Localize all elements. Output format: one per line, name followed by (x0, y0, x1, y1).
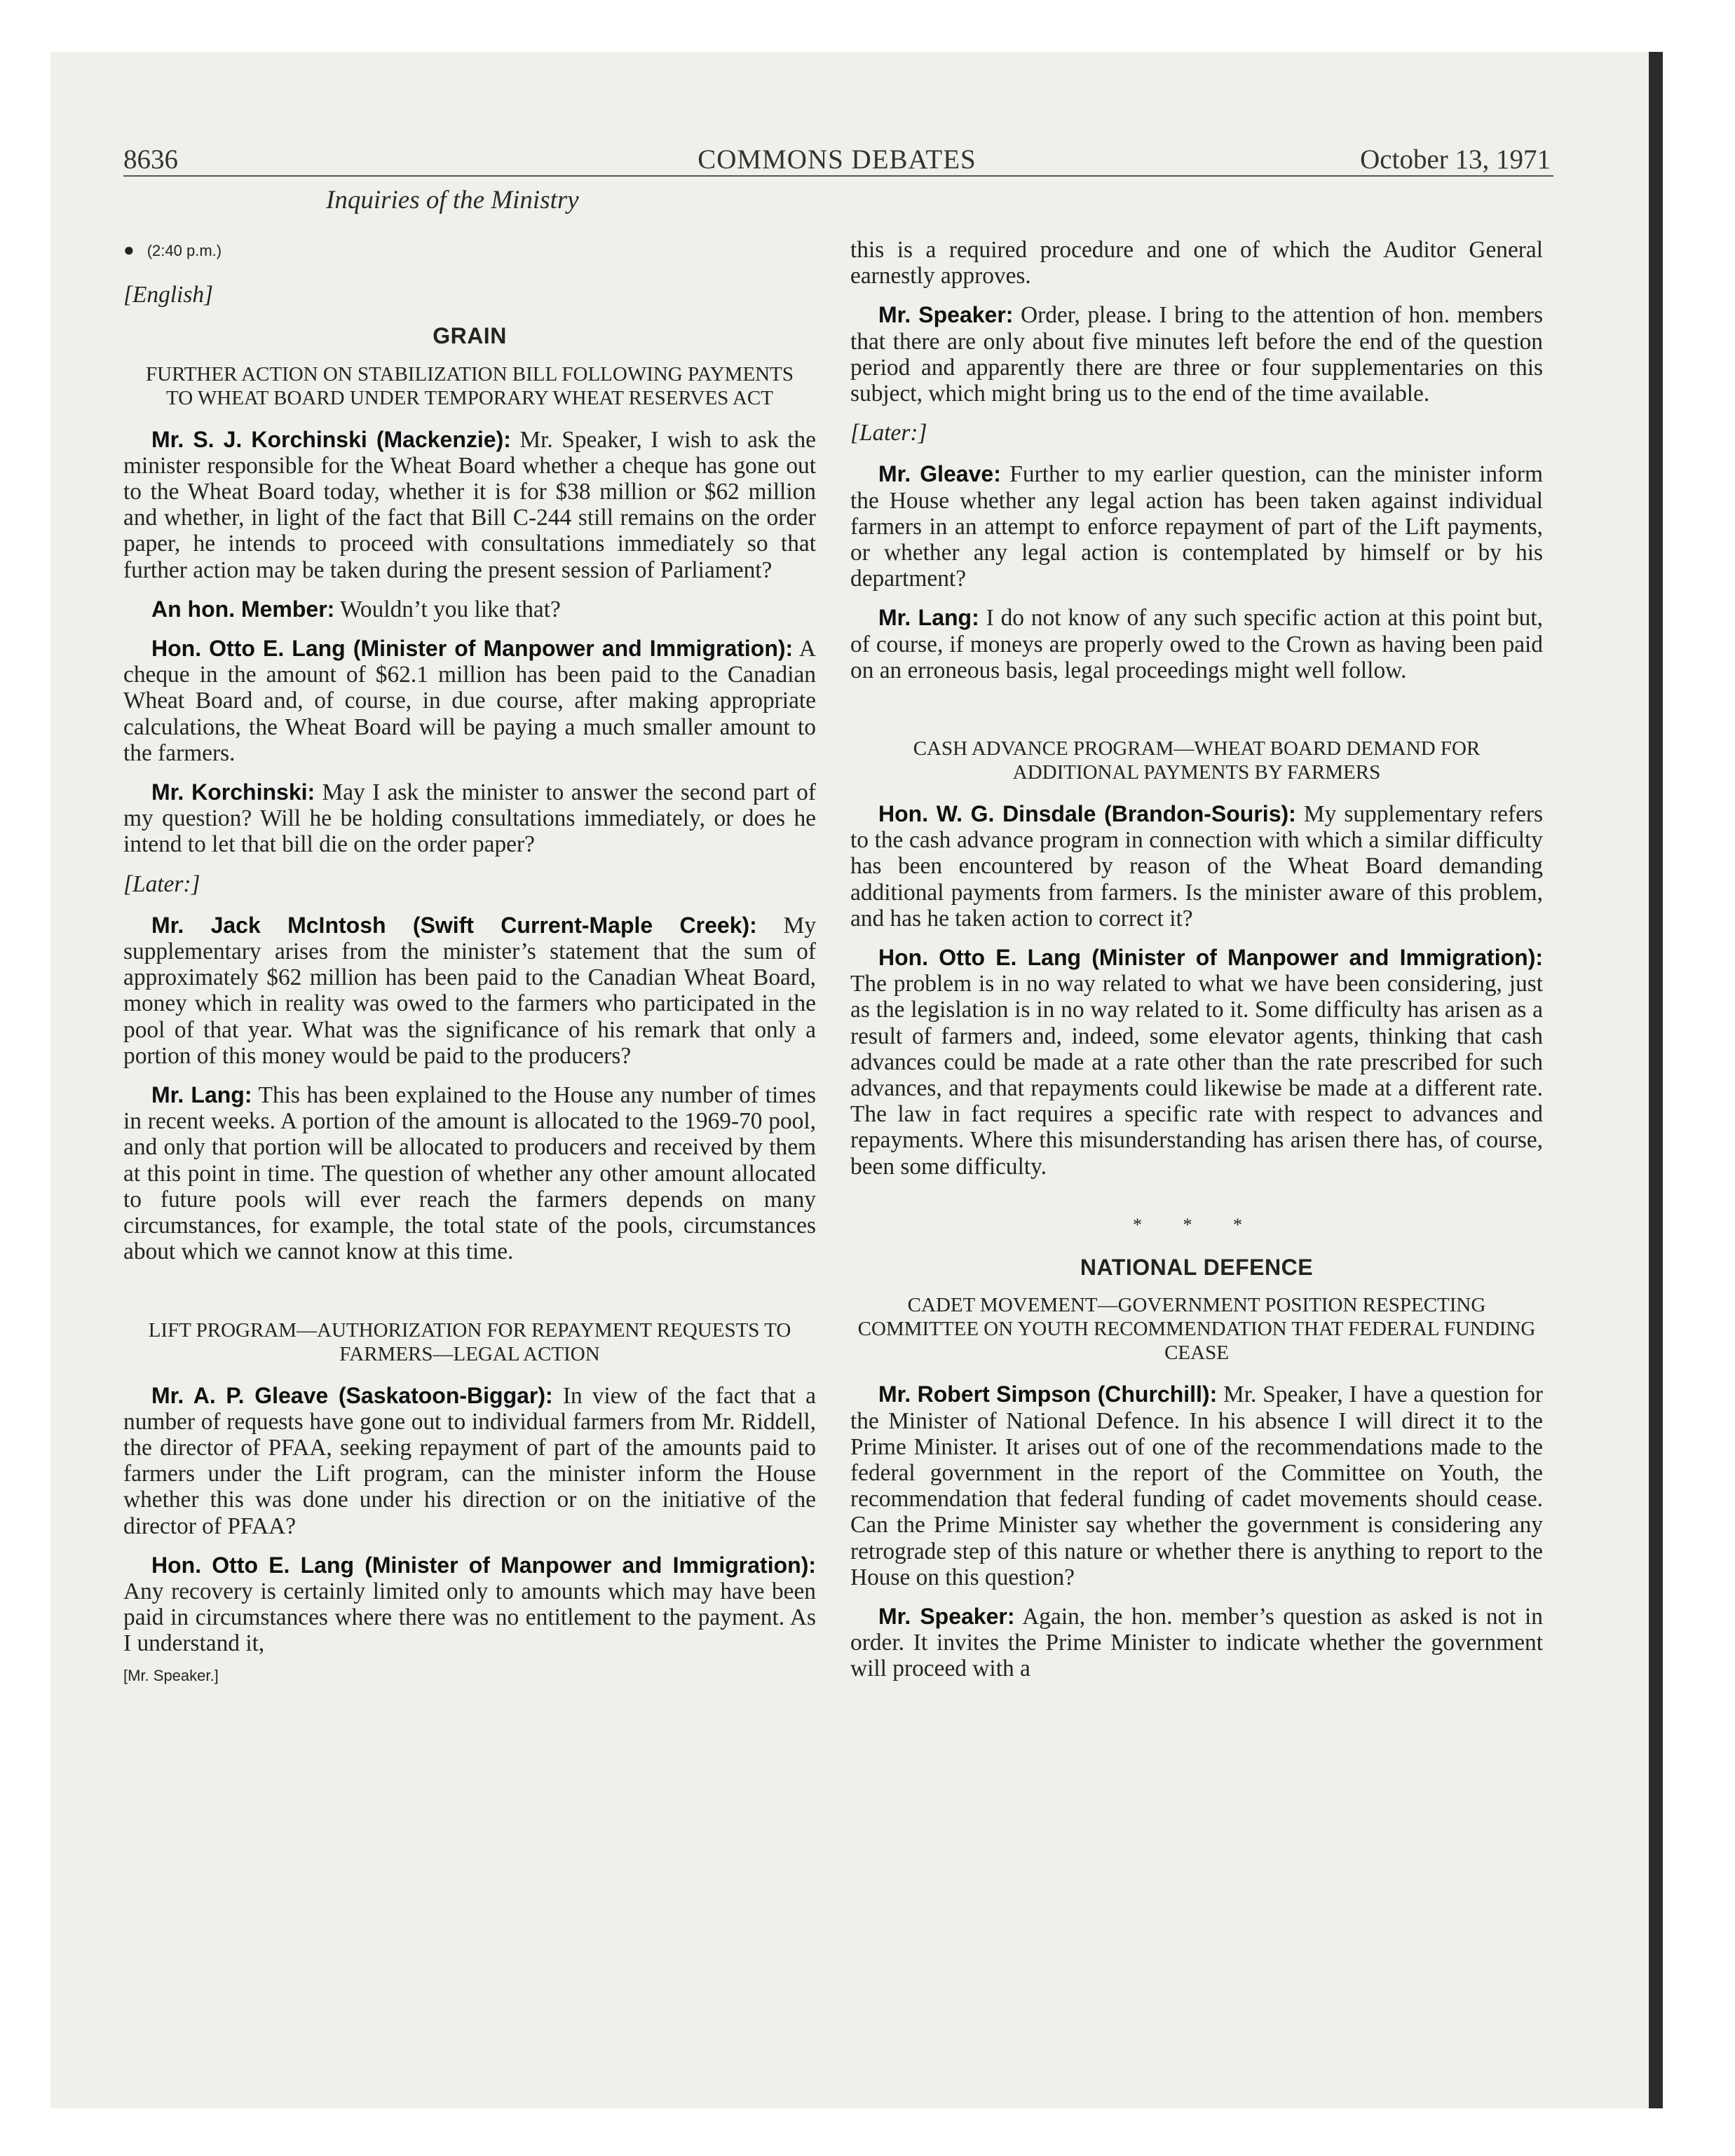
speech-text: Any recovery is certainly limited only to amounts which may have been paid in circumstances where there was no entitlement to the payment. As I understand it, (123, 1578, 816, 1657)
subtopic-heading: CASH ADVANCE PROGRAM—WHEAT BOARD DEMAND FOR ADDITIONAL PAYMENTS BY FARMERS (913, 737, 1481, 784)
speech-paragraph (850, 945, 1543, 1180)
speech-paragraph (123, 427, 816, 583)
speech-text: Order, please. I bring to the attention of hon. members that there are only about five minutes left before the end of the question period and apparently there are three or four supplementaries on this subject, which might bring us to the end of the time available. (850, 302, 1543, 407)
speaker-name: Hon. Otto E. Lang (Minister of Manpower and Immigration): (151, 1552, 816, 1578)
speaker-name: Mr. A. P. Gleave (Saskatoon-Biggar): (151, 1382, 553, 1408)
speech-text: Again, the hon. member’s question as asked is not in order. It invites the Prime Minister to indicate whether the government will proceed with a (850, 1603, 1543, 1682)
speech-paragraph (123, 596, 816, 622)
right-column (850, 237, 1543, 1696)
speaker-name: Mr. Lang: (151, 1082, 252, 1108)
speech-text: this is a required procedure and one of which the Auditor General earnestly approves. (850, 237, 1543, 289)
page-header (123, 143, 1551, 177)
speech-text: May I ask the minister to answer the second part of my question? Will he be holding consultations immediately, or does he intend to let that bill die on the order paper? (123, 779, 816, 858)
speech-paragraph (850, 1604, 1543, 1682)
speech-paragraph (123, 1383, 816, 1539)
speech-text: Wouldn’t you like that? (334, 596, 561, 622)
speech-text: My supplementary refers to the cash advance program in connection with which a similar difficulty has been encountered by reason of the Wheat Board demanding additional payments from farmers. Is the minister aware of this problem, and has he taken action to correct it? (850, 801, 1544, 932)
bullet-icon: ● (123, 239, 135, 260)
speech-text: Further to my earlier question, can the minister inform the House whether any legal action has been taken against individual farmers in an attempt to enforce repayment of part of the Lift payments, or whether any legal action is contemplated by himself or by his department? (850, 461, 1544, 592)
speech-paragraph (850, 605, 1543, 683)
speech-paragraph (123, 1553, 816, 1657)
header-rule (123, 175, 1553, 177)
speech-text: My supplementary arises from the minister’s statement that the sum of approximately $62 million has been paid to the Canadian Wheat Board, money which in reality was owed to the farmers who participated in the pool of that year. What was the significance of his remark that only a portion of this money would be paid to the producers? (123, 912, 817, 1069)
later-tag: [Later:] (123, 871, 200, 897)
speaker-name: Mr. Speaker: (878, 302, 1014, 328)
speech-paragraph (123, 779, 816, 858)
subtopic-heading: FURTHER ACTION ON STABILIZATION BILL FOLLOWING PAYMENTS TO WHEAT BOARD UNDER TEMPORARY WHEAT RESERVES ACT (146, 362, 794, 409)
speech-text: In view of the fact that a number of requests have gone out to individual farmers from Mr. Riddell, the director of PFAA, seeking repayment of part of the amounts paid to farmers under the Lift program, can the minister inform the House whether this was done under his direction or on the initiative of the director of PFAA? (123, 1382, 817, 1539)
speaker-name: Mr. Korchinski: (151, 779, 315, 805)
speech-paragraph (850, 461, 1543, 592)
speech-text: The problem is in no way related to what we have been considering, just as the legislation is in no way related to it. Some difficulty has arisen as a result of farmers and, indeed, some elevator agents, thinking that cash advances could be made at a rate other than the rate prescribed for such advances, and that repayments could likewise be made at a different rate. The law in fact requires a specific rate with respect to advances and repayments. Where this misunderstanding has arisen there has, of course, been some difficulty. (850, 971, 1543, 1180)
speaker-footnote: [Mr. Speaker.] (123, 1666, 219, 1684)
speech-paragraph (850, 801, 1543, 932)
speech-paragraph (850, 237, 1543, 289)
speaker-name: Mr. Jack McIntosh (Swift Current-Maple Creek): (151, 912, 757, 938)
later-tag: [Later:] (850, 420, 927, 446)
topic-heading-national-defence: NATIONAL DEFENCE (1080, 1255, 1314, 1281)
speech-paragraph (850, 1381, 1543, 1590)
speaker-name: Mr. S. J. Korchinski (Mackenzie): (151, 426, 511, 452)
speech-paragraph (123, 636, 816, 766)
speech-paragraph (123, 1082, 816, 1264)
speaker-name: Hon. W. G. Dinsdale (Brandon-Souris): (878, 801, 1296, 827)
subtopic-heading: CADET MOVEMENT—GOVERNMENT POSITION RESPECTING COMMITTEE ON YOUTH RECOMMENDATION THAT FEDERAL FUNDING CEASE (857, 1294, 1536, 1365)
timestamp-text: (2:40 p.m.) (147, 242, 222, 259)
left-column (123, 237, 816, 1688)
page-number: 8636 (123, 144, 178, 175)
journal-title: COMMONS DEBATES (698, 144, 977, 175)
subtopic-heading: LIFT PROGRAM—AUTHORIZATION FOR REPAYMENT REQUESTS TO FARMERS—LEGAL ACTION (148, 1318, 791, 1365)
speaker-name: Hon. Otto E. Lang (Minister of Manpower and Immigration): (151, 636, 794, 662)
section-separator: * * * (1133, 1214, 1260, 1235)
page-edge-shadow (1649, 52, 1663, 2108)
speaker-name: Mr. Speaker: (878, 1603, 1015, 1629)
speaker-name: Mr. Robert Simpson (Churchill): (878, 1381, 1218, 1407)
speaker-name: Hon. Otto E. Lang (Minister of Manpower and Immigration): (878, 945, 1543, 971)
speech-text: This has been explained to the House any number of times in recent weeks. A portion of the amount is allocated to the 1969-70 pool, and only that portion will be allocated to producers and received by them at this point in time. The question of whether any other amount allocated to future pools will ever reach the farmers depends on many circumstances, for example, the total state of the pools, circumstances about which we cannot know at this time. (123, 1082, 817, 1265)
issue-date: October 13, 1971 (1360, 144, 1551, 175)
speech-text: Mr. Speaker, I have a question for the Minister of National Defence. In his absence I will direct it to the Prime Minister. It arises out of one of the recommendations made to the federal government in the report of the Committee on Youth, the recommendation that federal funding of cadet movements should cease. Can the Prime Minister say whether the government is considering any retrograde step of this nature or whether there is anything to report to the House on this question? (850, 1381, 1544, 1590)
speaker-name: Mr. Gleave: (878, 461, 1001, 487)
section-title: Inquiries of the Ministry (326, 186, 579, 214)
topic-heading-grain: GRAIN (433, 323, 507, 349)
speech-paragraph (850, 302, 1543, 407)
speaker-name: An hon. Member: (151, 596, 335, 622)
speech-paragraph (123, 913, 816, 1069)
speech-text: I do not know of any such specific action at this point but, of course, if moneys are properly owed to the Crown as having been paid on an erroneous basis, legal proceedings might well follow. (850, 605, 1544, 683)
speech-text: Mr. Speaker, I wish to ask the minister responsible for the Wheat Board whether a cheque has gone out to the Wheat Board today, whether it is for $38 million or $62 million and whether, in light of the fact that Bill C-244 still remains on the order paper, he intends to proceed with consultations immediately so that further action may be taken during the present session of Parliament? (123, 426, 817, 583)
speech-text: A cheque in the amount of $62.1 million has been paid to the Canadian Wheat Board and, of course, in due course, after making appropriate calculations, the Wheat Board will be paying a much smaller amount to the farmers. (123, 636, 817, 766)
language-tag: [English] (123, 282, 214, 308)
timestamp (123, 237, 816, 264)
speaker-name: Mr. Lang: (878, 605, 979, 631)
